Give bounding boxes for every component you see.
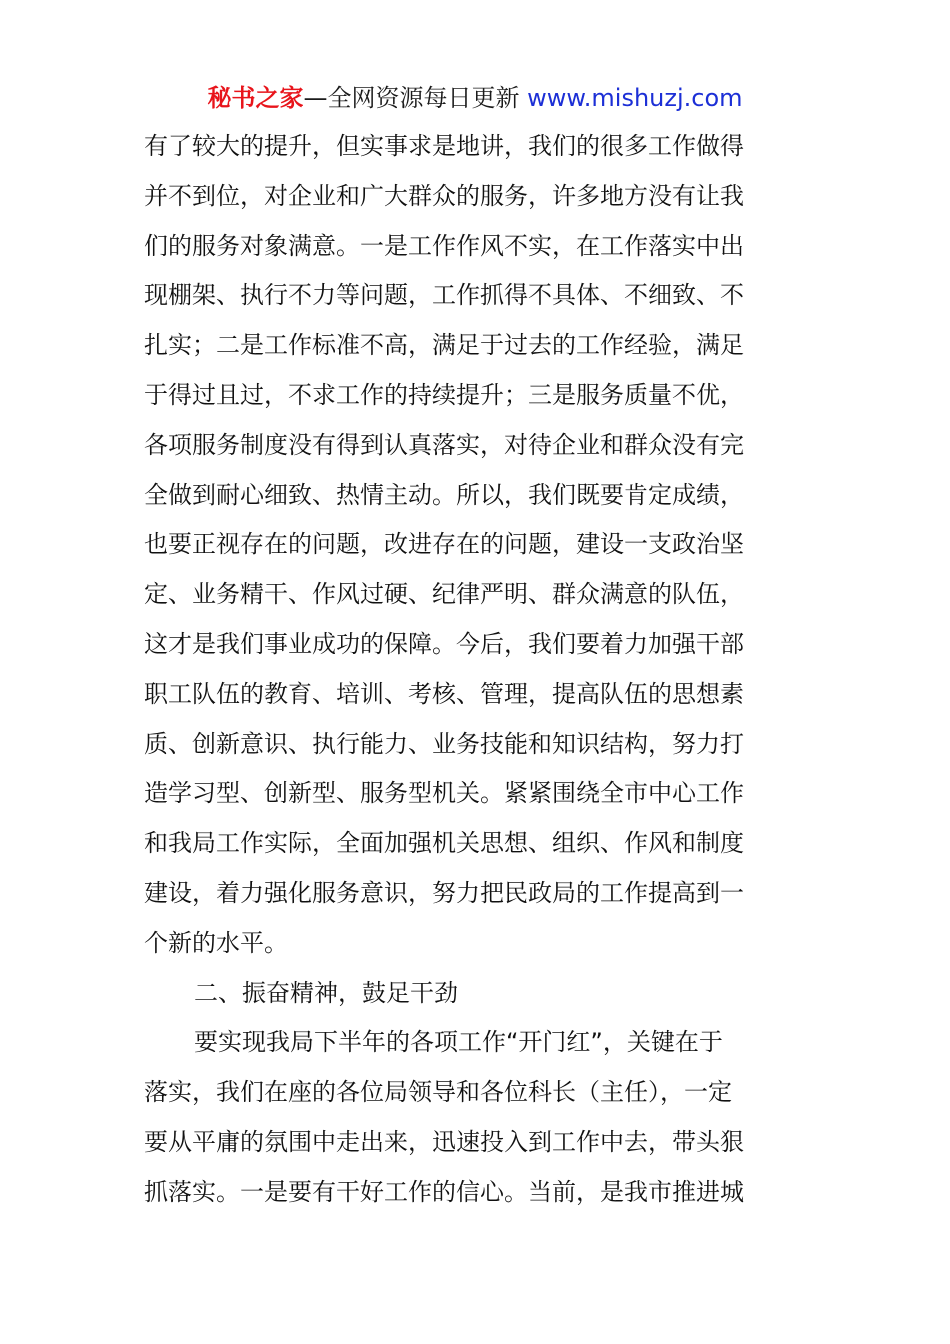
text-line: 现棚架、执行不力等问题，工作抓得不具体、不细致、不 — [144, 281, 744, 310]
text-line: 这才是我们事业成功的保障。今后，我们要着力加强干部 — [144, 629, 744, 658]
text-line: 落实，我们在座的各位局领导和各位科长（主任），一定 — [144, 1078, 732, 1107]
site-header — [0, 78, 950, 118]
text-line: 要从平庸的氛围中走出来，迅速投入到工作中去，带头狠 — [144, 1127, 744, 1156]
header-tagline: —全网资源每日更新 — [303, 84, 528, 112]
site-url-link[interactable]: www.mishuzj.com — [527, 84, 743, 112]
text-line: 和我局工作实际，全面加强机关思想、组织、作风和制度 — [144, 829, 744, 858]
text-line: 们的服务对象满意。一是工作作风不实，在工作落实中出 — [144, 231, 744, 260]
text-line: 职工队伍的教育、培训、考核、管理，提高队伍的思想素 — [144, 679, 744, 708]
text-line: 有了较大的提升，但实事求是地讲，我们的很多工作做得 — [144, 132, 744, 160]
text-line: 抓落实。一是要有干好工作的信心。当前，是我市推进城 — [144, 1177, 744, 1206]
text-line: 建设，着力强化服务意识，努力把民政局的工作提高到一 — [144, 878, 744, 907]
section-heading: 二、振奋精神，鼓足干劲 — [194, 978, 458, 1007]
text-line: 也要正视存在的问题，改进存在的问题，建设一支政治坚 — [144, 530, 744, 559]
text-line: 扎实；二是工作标准不高，满足于过去的工作经验，满足 — [144, 331, 744, 360]
text-line: 各项服务制度没有得到认真落实，对待企业和群众没有完 — [144, 430, 744, 459]
text-line: 并不到位，对企业和广大群众的服务，许多地方没有让我 — [144, 181, 744, 210]
text-line: 定、业务精干、作风过硬、纪律严明、群众满意的队伍， — [144, 580, 744, 609]
document-body — [144, 122, 808, 1218]
text-line: 于得过且过，不求工作的持续提升；三是服务质量不优， — [144, 380, 744, 409]
text-line: 要实现我局下半年的各项工作“开门红”，关键在于 — [194, 1028, 723, 1057]
text-line: 质、创新意识、执行能力、业务技能和知识结构，努力打 — [144, 729, 744, 758]
brand-name: 秘书之家 — [207, 84, 304, 112]
text-line: 造学习型、创新型、服务型机关。紧紧围绕全市中心工作 — [144, 779, 744, 808]
text-line: 个新的水平。 — [144, 928, 288, 957]
text-line: 全做到耐心细致、热情主动。所以，我们既要肯定成绩， — [144, 480, 744, 509]
